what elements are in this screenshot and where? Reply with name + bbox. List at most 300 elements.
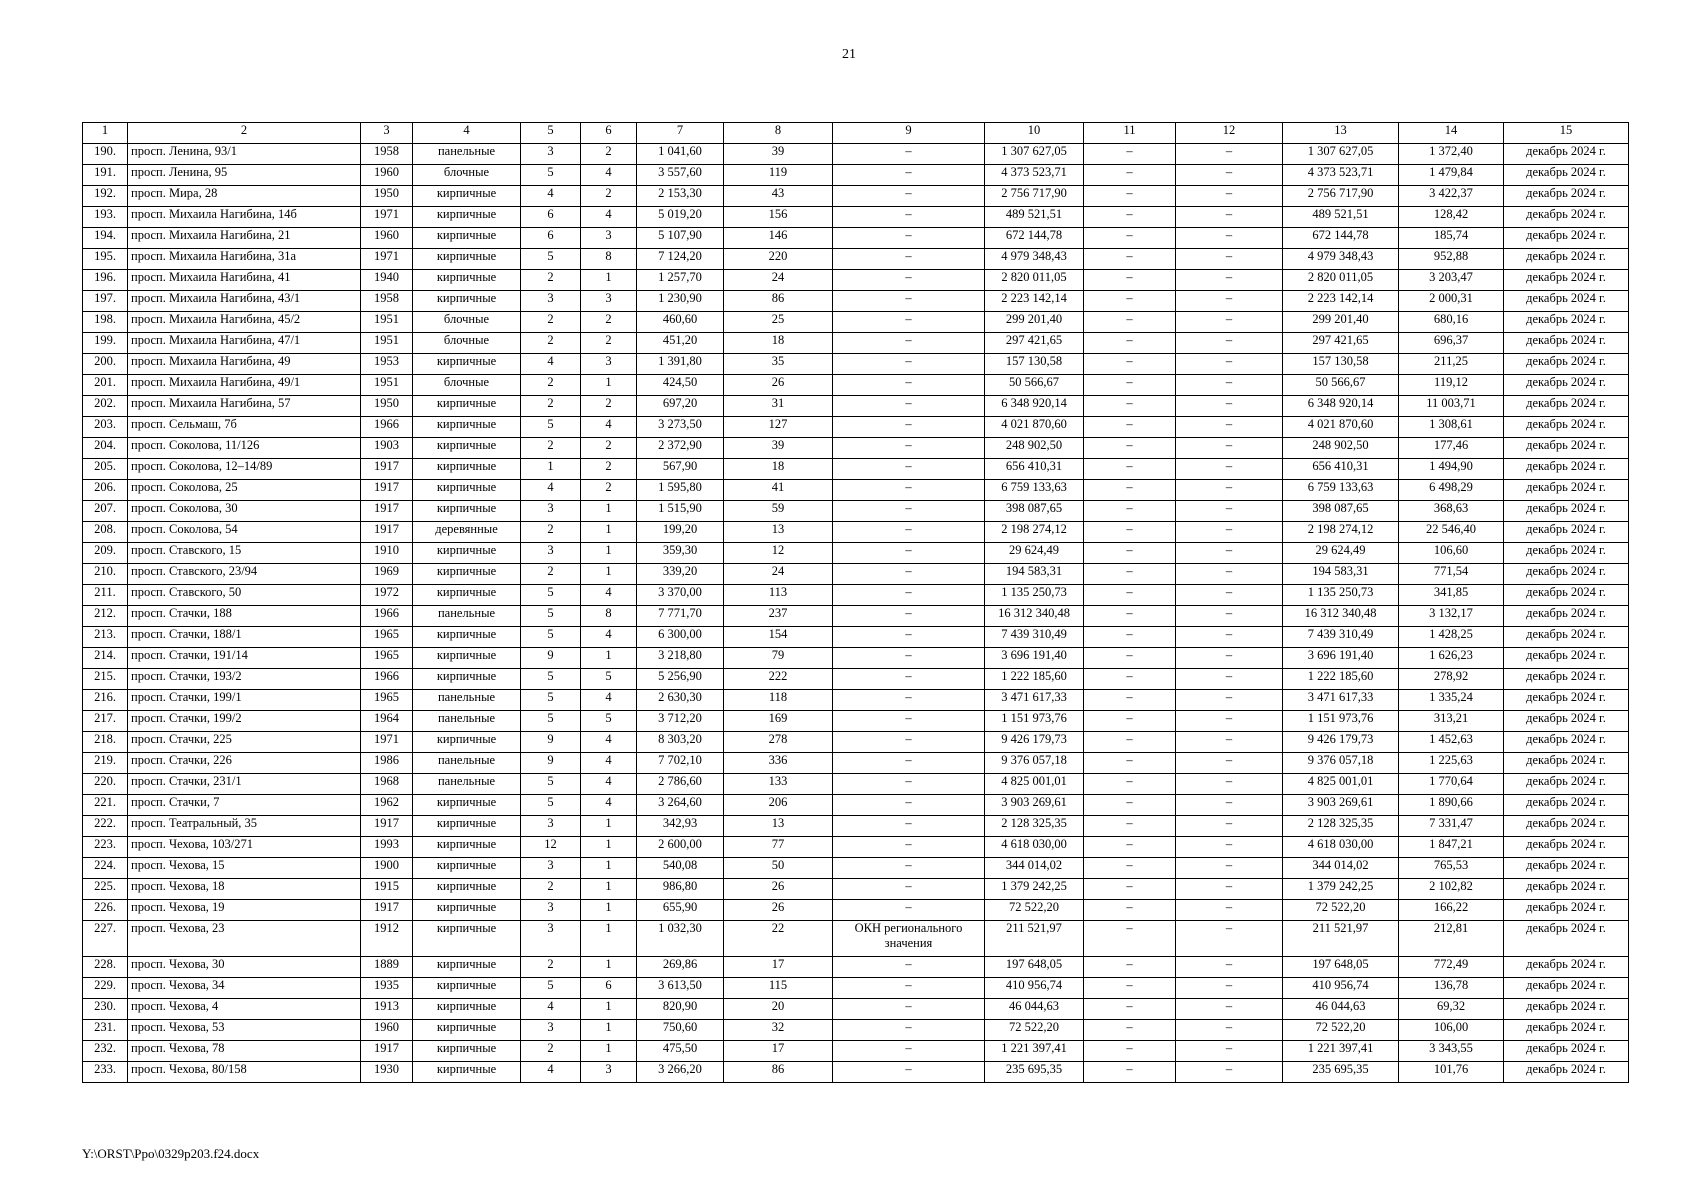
- table-cell: 2 600,00: [637, 837, 724, 858]
- table-cell: 344 014,02: [1283, 858, 1399, 879]
- table-cell: –: [1084, 711, 1176, 732]
- table-cell: –: [1084, 816, 1176, 837]
- table-cell: –: [833, 207, 985, 228]
- table-row: [83, 732, 1629, 753]
- table-cell: 203.: [83, 417, 128, 438]
- table-cell: 1: [581, 501, 637, 522]
- table-cell: 13: [724, 522, 833, 543]
- table-cell: 1966: [361, 417, 413, 438]
- table-cell: 5: [521, 417, 581, 438]
- table-cell: 5: [521, 165, 581, 186]
- table-row: [83, 144, 1629, 165]
- table-cell: –: [1176, 249, 1283, 270]
- table-cell: 2 756 717,90: [985, 186, 1084, 207]
- table-cell: –: [1176, 978, 1283, 999]
- table-cell: 4: [521, 1062, 581, 1083]
- table-cell: просп. Михаила Нагибина, 41: [128, 270, 361, 291]
- table-cell: деревянные: [413, 522, 521, 543]
- table-cell: 2: [581, 438, 637, 459]
- table-cell: 4: [581, 627, 637, 648]
- table-cell: 231.: [83, 1020, 128, 1041]
- table-cell: 1 515,90: [637, 501, 724, 522]
- table-cell: 72 522,20: [1283, 900, 1399, 921]
- table-cell: –: [1084, 543, 1176, 564]
- column-header: 10: [985, 123, 1084, 144]
- table-cell: –: [1084, 312, 1176, 333]
- table-cell: –: [1176, 753, 1283, 774]
- table-cell: панельные: [413, 606, 521, 627]
- table-row: [83, 417, 1629, 438]
- table-cell: 25: [724, 312, 833, 333]
- table-cell: кирпичные: [413, 879, 521, 900]
- table-cell: декабрь 2024 г.: [1504, 186, 1629, 207]
- table-cell: –: [833, 333, 985, 354]
- table-cell: 221.: [83, 795, 128, 816]
- table-cell: 86: [724, 291, 833, 312]
- table-row: [83, 669, 1629, 690]
- table-cell: 1 379 242,25: [1283, 879, 1399, 900]
- table-cell: кирпичные: [413, 999, 521, 1020]
- table-cell: –: [1084, 333, 1176, 354]
- table-row: [83, 900, 1629, 921]
- table-cell: просп. Стачки, 188: [128, 606, 361, 627]
- table-cell: 72 522,20: [1283, 1020, 1399, 1041]
- table-cell: 46 044,63: [985, 999, 1084, 1020]
- table-cell: 656 410,31: [985, 459, 1084, 480]
- table-cell: 212,81: [1399, 921, 1504, 957]
- table-cell: 46 044,63: [1283, 999, 1399, 1020]
- table-cell: 1 379 242,25: [985, 879, 1084, 900]
- table-cell: 3 696 191,40: [1283, 648, 1399, 669]
- table-row: [83, 396, 1629, 417]
- table-cell: 72 522,20: [985, 1020, 1084, 1041]
- table-cell: –: [833, 711, 985, 732]
- table-cell: 567,90: [637, 459, 724, 480]
- table-cell: 1: [581, 999, 637, 1020]
- table-cell: –: [1176, 1041, 1283, 1062]
- table-cell: 2: [521, 438, 581, 459]
- table-cell: –: [833, 1062, 985, 1083]
- table-cell: просп. Стачки, 199/2: [128, 711, 361, 732]
- table-row: [83, 711, 1629, 732]
- table-cell: 26: [724, 900, 833, 921]
- table-cell: –: [1176, 165, 1283, 186]
- table-cell: 1 032,30: [637, 921, 724, 957]
- table-cell: декабрь 2024 г.: [1504, 144, 1629, 165]
- table-cell: 101,76: [1399, 1062, 1504, 1083]
- table-cell: 229.: [83, 978, 128, 999]
- table-cell: 4: [521, 186, 581, 207]
- table-cell: 7 439 310,49: [1283, 627, 1399, 648]
- table-cell: 359,30: [637, 543, 724, 564]
- table-cell: –: [833, 606, 985, 627]
- table-cell: 7 124,20: [637, 249, 724, 270]
- table-cell: –: [833, 396, 985, 417]
- table-cell: 39: [724, 438, 833, 459]
- table-cell: 177,46: [1399, 438, 1504, 459]
- table-cell: 3 471 617,33: [1283, 690, 1399, 711]
- table-cell: 2: [521, 375, 581, 396]
- table-cell: –: [1176, 144, 1283, 165]
- table-cell: 1900: [361, 858, 413, 879]
- table-cell: 1 479,84: [1399, 165, 1504, 186]
- table-cell: –: [1176, 795, 1283, 816]
- table-cell: 237: [724, 606, 833, 627]
- table-cell: 1912: [361, 921, 413, 957]
- table-cell: 205.: [83, 459, 128, 480]
- table-cell: –: [1176, 291, 1283, 312]
- table-cell: 190.: [83, 144, 128, 165]
- table-cell: –: [1176, 438, 1283, 459]
- table-cell: 2: [521, 957, 581, 978]
- table-cell: –: [1084, 690, 1176, 711]
- table-cell: –: [833, 1020, 985, 1041]
- table-cell: 2 198 274,12: [1283, 522, 1399, 543]
- table-cell: –: [1084, 669, 1176, 690]
- table-cell: 113: [724, 585, 833, 606]
- table-cell: 7 702,10: [637, 753, 724, 774]
- table-cell: 1964: [361, 711, 413, 732]
- table-cell: просп. Михаила Нагибина, 49: [128, 354, 361, 375]
- table-row: [83, 312, 1629, 333]
- table-row: [83, 816, 1629, 837]
- table-row: [83, 795, 1629, 816]
- table-cell: 1917: [361, 501, 413, 522]
- table-cell: просп. Стачки, 225: [128, 732, 361, 753]
- table-cell: 4 021 870,60: [985, 417, 1084, 438]
- table-cell: 6 759 133,63: [1283, 480, 1399, 501]
- column-header: 9: [833, 123, 985, 144]
- table-cell: –: [1084, 606, 1176, 627]
- table-cell: 1969: [361, 564, 413, 585]
- table-cell: 211 521,97: [985, 921, 1084, 957]
- table-cell: –: [1084, 837, 1176, 858]
- table-cell: просп. Чехова, 15: [128, 858, 361, 879]
- table-cell: 9: [521, 732, 581, 753]
- table-cell: 146: [724, 228, 833, 249]
- table-cell: 2: [581, 312, 637, 333]
- table-cell: 5: [521, 774, 581, 795]
- table-cell: –: [1176, 585, 1283, 606]
- table-cell: 313,21: [1399, 711, 1504, 732]
- table-cell: 2 820 011,05: [985, 270, 1084, 291]
- table-cell: 1 452,63: [1399, 732, 1504, 753]
- table-cell: –: [1176, 396, 1283, 417]
- table-cell: 1913: [361, 999, 413, 1020]
- table-cell: ОКН регионального значения: [833, 921, 985, 957]
- table-cell: –: [1176, 375, 1283, 396]
- table-cell: 3: [521, 144, 581, 165]
- table-cell: 1 308,61: [1399, 417, 1504, 438]
- table-cell: 2: [521, 312, 581, 333]
- table-cell: 208.: [83, 522, 128, 543]
- table-row: [83, 375, 1629, 396]
- table-cell: 2: [521, 270, 581, 291]
- table-cell: 1 626,23: [1399, 648, 1504, 669]
- table-cell: 6: [521, 228, 581, 249]
- table-cell: 219.: [83, 753, 128, 774]
- table-cell: –: [1084, 186, 1176, 207]
- table-cell: 1: [581, 837, 637, 858]
- table-cell: декабрь 2024 г.: [1504, 417, 1629, 438]
- table-cell: –: [833, 957, 985, 978]
- table-cell: просп. Чехова, 19: [128, 900, 361, 921]
- table-cell: 206: [724, 795, 833, 816]
- table-cell: 3 266,20: [637, 1062, 724, 1083]
- table-cell: 199,20: [637, 522, 724, 543]
- table-cell: 157 130,58: [985, 354, 1084, 375]
- table-cell: –: [1176, 270, 1283, 291]
- table-cell: 3 132,17: [1399, 606, 1504, 627]
- table-cell: 3: [581, 354, 637, 375]
- table-cell: декабрь 2024 г.: [1504, 396, 1629, 417]
- table-cell: –: [1084, 438, 1176, 459]
- table-cell: 1: [581, 816, 637, 837]
- table-cell: кирпичные: [413, 627, 521, 648]
- table-cell: 398 087,65: [1283, 501, 1399, 522]
- table-row: [83, 921, 1629, 957]
- table-cell: 72 522,20: [985, 900, 1084, 921]
- table-cell: декабрь 2024 г.: [1504, 270, 1629, 291]
- table-cell: –: [1176, 921, 1283, 957]
- table-cell: 1 847,21: [1399, 837, 1504, 858]
- table-cell: просп. Стачки, 199/1: [128, 690, 361, 711]
- table-cell: кирпичные: [413, 396, 521, 417]
- table-cell: 1986: [361, 753, 413, 774]
- table-cell: –: [833, 690, 985, 711]
- table-cell: 1 494,90: [1399, 459, 1504, 480]
- table-cell: 1930: [361, 1062, 413, 1083]
- table-cell: 31: [724, 396, 833, 417]
- table-cell: –: [1084, 480, 1176, 501]
- table-row: [83, 774, 1629, 795]
- table-cell: 2 102,82: [1399, 879, 1504, 900]
- table-cell: 50 566,67: [1283, 375, 1399, 396]
- table-cell: 13: [724, 816, 833, 837]
- table-cell: 4 825 001,01: [1283, 774, 1399, 795]
- table-cell: 194 583,31: [985, 564, 1084, 585]
- table-cell: 1953: [361, 354, 413, 375]
- table-cell: 5: [521, 795, 581, 816]
- table-cell: –: [1084, 900, 1176, 921]
- table-cell: кирпичные: [413, 816, 521, 837]
- table-cell: 750,60: [637, 1020, 724, 1041]
- table-cell: 1966: [361, 669, 413, 690]
- table-cell: –: [1176, 1020, 1283, 1041]
- table-cell: 4 373 523,71: [1283, 165, 1399, 186]
- table-cell: 3: [521, 543, 581, 564]
- table-cell: 11 003,71: [1399, 396, 1504, 417]
- table-row: [83, 291, 1629, 312]
- table-cell: –: [1176, 186, 1283, 207]
- table-cell: декабрь 2024 г.: [1504, 816, 1629, 837]
- table-cell: просп. Соколова, 12–14/89: [128, 459, 361, 480]
- table-cell: –: [1176, 816, 1283, 837]
- table-cell: 232.: [83, 1041, 128, 1062]
- column-header: 7: [637, 123, 724, 144]
- table-cell: –: [1176, 690, 1283, 711]
- table-cell: –: [1176, 732, 1283, 753]
- table-cell: 3 422,37: [1399, 186, 1504, 207]
- table-cell: просп. Соколова, 11/126: [128, 438, 361, 459]
- table-cell: 1: [581, 543, 637, 564]
- table-cell: 2 128 325,35: [985, 816, 1084, 837]
- table-cell: просп. Чехова, 18: [128, 879, 361, 900]
- table-cell: 680,16: [1399, 312, 1504, 333]
- table-cell: –: [1084, 774, 1176, 795]
- table-cell: 6 759 133,63: [985, 480, 1084, 501]
- table-cell: кирпичные: [413, 1062, 521, 1083]
- table-cell: 6 348 920,14: [985, 396, 1084, 417]
- table-body: [83, 144, 1629, 1083]
- table-cell: 197.: [83, 291, 128, 312]
- table-cell: 222.: [83, 816, 128, 837]
- table-cell: 4: [581, 774, 637, 795]
- table-cell: декабрь 2024 г.: [1504, 921, 1629, 957]
- table-cell: кирпичные: [413, 957, 521, 978]
- table-cell: 3: [521, 900, 581, 921]
- table-cell: 4 373 523,71: [985, 165, 1084, 186]
- table-cell: кирпичные: [413, 186, 521, 207]
- table-cell: 1965: [361, 690, 413, 711]
- table-cell: декабрь 2024 г.: [1504, 957, 1629, 978]
- table-cell: 12: [724, 543, 833, 564]
- table-cell: –: [1084, 501, 1176, 522]
- table-cell: 6 348 920,14: [1283, 396, 1399, 417]
- table-cell: 35: [724, 354, 833, 375]
- table-cell: 18: [724, 333, 833, 354]
- table-cell: просп. Соколова, 25: [128, 480, 361, 501]
- table-cell: 3: [521, 291, 581, 312]
- table-cell: 5: [521, 978, 581, 999]
- table-cell: 3 557,60: [637, 165, 724, 186]
- table-cell: 9: [521, 648, 581, 669]
- table-cell: 451,20: [637, 333, 724, 354]
- table-cell: 3: [521, 501, 581, 522]
- table-row: [83, 501, 1629, 522]
- table-cell: декабрь 2024 г.: [1504, 375, 1629, 396]
- table-cell: –: [833, 501, 985, 522]
- table-cell: просп. Чехова, 78: [128, 1041, 361, 1062]
- table-cell: 7 331,47: [1399, 816, 1504, 837]
- table-cell: 212.: [83, 606, 128, 627]
- table-cell: 1 335,24: [1399, 690, 1504, 711]
- table-cell: панельные: [413, 144, 521, 165]
- table-cell: 79: [724, 648, 833, 669]
- table-cell: 3 471 617,33: [985, 690, 1084, 711]
- table-cell: 1915: [361, 879, 413, 900]
- table-cell: 2 786,60: [637, 774, 724, 795]
- table-cell: 2: [521, 396, 581, 417]
- table-cell: 197 648,05: [985, 957, 1084, 978]
- table-cell: –: [1176, 1062, 1283, 1083]
- table-cell: блочные: [413, 312, 521, 333]
- table-cell: –: [1176, 999, 1283, 1020]
- table-cell: 1: [581, 879, 637, 900]
- table-cell: 24: [724, 270, 833, 291]
- table-cell: 2: [521, 1041, 581, 1062]
- table-cell: 9 426 179,73: [985, 732, 1084, 753]
- table-cell: 191.: [83, 165, 128, 186]
- table-cell: 3: [521, 816, 581, 837]
- table-cell: просп. Михаила Нагибина, 14б: [128, 207, 361, 228]
- table-cell: 2: [521, 564, 581, 585]
- table-row: [83, 459, 1629, 480]
- table-cell: кирпичные: [413, 249, 521, 270]
- table-cell: декабрь 2024 г.: [1504, 480, 1629, 501]
- table-cell: 200.: [83, 354, 128, 375]
- table-cell: 86: [724, 1062, 833, 1083]
- table-cell: 3: [521, 1020, 581, 1041]
- table-cell: 6: [581, 978, 637, 999]
- table-row: [83, 186, 1629, 207]
- table-row: [83, 690, 1629, 711]
- table-row: [83, 753, 1629, 774]
- table-cell: –: [1084, 522, 1176, 543]
- table-cell: декабрь 2024 г.: [1504, 333, 1629, 354]
- table-cell: –: [1084, 564, 1176, 585]
- table-cell: 195.: [83, 249, 128, 270]
- column-header: 6: [581, 123, 637, 144]
- table-cell: 2 756 717,90: [1283, 186, 1399, 207]
- table-cell: 5: [521, 627, 581, 648]
- table-cell: 1 135 250,73: [1283, 585, 1399, 606]
- table-cell: 339,20: [637, 564, 724, 585]
- table-cell: декабрь 2024 г.: [1504, 543, 1629, 564]
- table-cell: –: [1176, 564, 1283, 585]
- table-cell: 986,80: [637, 879, 724, 900]
- table-cell: 1951: [361, 375, 413, 396]
- table-cell: 1: [521, 459, 581, 480]
- table-cell: декабрь 2024 г.: [1504, 858, 1629, 879]
- column-header: 13: [1283, 123, 1399, 144]
- table-cell: –: [1176, 774, 1283, 795]
- table-cell: 1: [581, 375, 637, 396]
- table-cell: –: [1176, 459, 1283, 480]
- table-cell: 460,60: [637, 312, 724, 333]
- table-cell: 1993: [361, 837, 413, 858]
- table-cell: 4: [521, 354, 581, 375]
- table-cell: 1 257,70: [637, 270, 724, 291]
- table-cell: –: [833, 312, 985, 333]
- table-cell: 336: [724, 753, 833, 774]
- table-cell: –: [1176, 228, 1283, 249]
- table-cell: декабрь 2024 г.: [1504, 690, 1629, 711]
- table-cell: 1: [581, 1041, 637, 1062]
- table-cell: 5: [521, 690, 581, 711]
- table-cell: 1960: [361, 165, 413, 186]
- table-cell: 2: [581, 333, 637, 354]
- table-cell: 77: [724, 837, 833, 858]
- table-header-row: [83, 123, 1629, 144]
- table-cell: –: [833, 837, 985, 858]
- table-cell: 233.: [83, 1062, 128, 1083]
- table-cell: просп. Стачки, 188/1: [128, 627, 361, 648]
- table-cell: 1958: [361, 291, 413, 312]
- table-cell: 1950: [361, 396, 413, 417]
- table-cell: 5: [521, 669, 581, 690]
- table-cell: 5: [581, 711, 637, 732]
- housing-table: [82, 122, 1629, 1083]
- table-cell: просп. Михаила Нагибина, 49/1: [128, 375, 361, 396]
- table-row: [83, 585, 1629, 606]
- table-cell: –: [1084, 1062, 1176, 1083]
- table-cell: 1917: [361, 900, 413, 921]
- table-cell: –: [833, 795, 985, 816]
- table-cell: –: [1084, 1020, 1176, 1041]
- table-cell: кирпичные: [413, 354, 521, 375]
- table-cell: кирпичные: [413, 921, 521, 957]
